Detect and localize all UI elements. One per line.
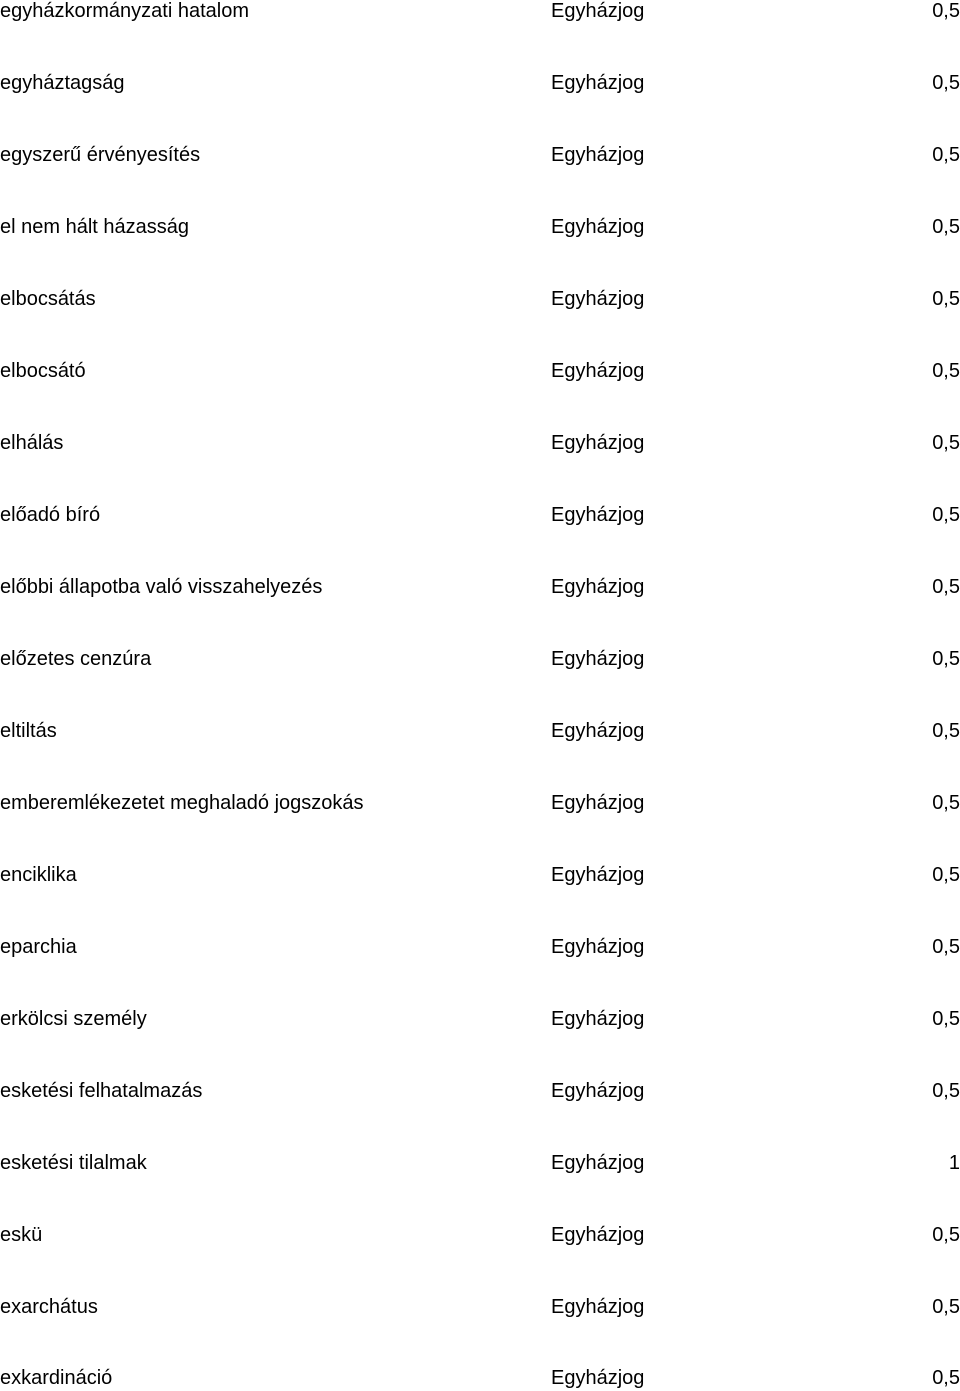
weight-value: 0,5	[932, 432, 960, 454]
subject-text: Egyházjog	[551, 432, 645, 454]
table-row	[0, 1150, 960, 1176]
subject-text: Egyházjog	[551, 576, 645, 598]
subject-text: Egyházjog	[551, 1296, 645, 1318]
table-row	[0, 502, 960, 528]
table-row	[0, 286, 960, 312]
table-row	[0, 1294, 960, 1320]
weight-value: 0,5	[932, 936, 960, 958]
table-row	[0, 1078, 960, 1104]
weight-value: 1	[948, 1152, 960, 1174]
table-row	[0, 574, 960, 600]
term-text: enciklika	[0, 864, 77, 886]
subject-text: Egyházjog	[551, 72, 645, 94]
weight-value: 0,5	[932, 1296, 960, 1318]
table-row	[0, 934, 960, 960]
subject-text: Egyházjog	[551, 720, 645, 742]
subject-text: Egyházjog	[551, 360, 645, 382]
weight-value: 0,5	[932, 576, 960, 598]
weight-value: 0,5	[932, 504, 960, 526]
weight-value: 0,5	[932, 1008, 960, 1030]
weight-value: 0,5	[932, 864, 960, 886]
weight-value: 0,5	[932, 1367, 960, 1389]
subject-text: Egyházjog	[551, 0, 645, 22]
table-row	[0, 214, 960, 240]
table-row	[0, 646, 960, 672]
term-text: elhálás	[0, 432, 64, 454]
table-row	[0, 0, 960, 24]
subject-text: Egyházjog	[551, 936, 645, 958]
subject-text: Egyházjog	[551, 1008, 645, 1030]
term-text: eskü	[0, 1224, 43, 1246]
subject-text: Egyházjog	[551, 144, 645, 166]
weight-value: 0,5	[932, 648, 960, 670]
subject-text: Egyházjog	[551, 864, 645, 886]
term-text: előadó bíró	[0, 504, 101, 526]
subject-text: Egyházjog	[551, 1152, 645, 1174]
weight-value: 0,5	[932, 288, 960, 310]
term-text: eltiltás	[0, 720, 57, 742]
term-text: erkölcsi személy	[0, 1008, 147, 1030]
term-text: elbocsátó	[0, 360, 86, 382]
weight-value: 0,5	[932, 1224, 960, 1246]
subject-text: Egyházjog	[551, 1367, 645, 1389]
weight-value: 0,5	[932, 1080, 960, 1102]
table-row	[0, 862, 960, 888]
term-text: emberemlékezetet meghaladó jogszokás	[0, 792, 364, 814]
term-text: előbbi állapotba való visszahelyezés	[0, 576, 323, 598]
term-text: exarchátus	[0, 1296, 98, 1318]
term-text: egyszerű érvényesítés	[0, 144, 201, 166]
table-row	[0, 430, 960, 456]
weight-value: 0,5	[932, 720, 960, 742]
term-text: eparchia	[0, 936, 77, 958]
table-row	[0, 70, 960, 96]
table-row	[0, 1006, 960, 1032]
term-text: exkardináció	[0, 1367, 113, 1389]
weight-value: 0,5	[932, 144, 960, 166]
weight-value: 0,5	[932, 792, 960, 814]
table-row	[0, 718, 960, 744]
weight-value: 0,5	[932, 72, 960, 94]
subject-text: Egyházjog	[551, 792, 645, 814]
subject-text: Egyházjog	[551, 288, 645, 310]
table-row	[0, 1365, 960, 1391]
term-text: előzetes cenzúra	[0, 648, 152, 670]
subject-text: Egyházjog	[551, 1224, 645, 1246]
term-text: elbocsátás	[0, 288, 96, 310]
subject-text: Egyházjog	[551, 504, 645, 526]
term-text: egyháztagság	[0, 72, 125, 94]
table-row	[0, 142, 960, 168]
term-text: el nem hált házasság	[0, 216, 190, 238]
term-text: esketési tilalmak	[0, 1152, 147, 1174]
term-text: egyházkormányzati hatalom	[0, 0, 250, 22]
subject-text: Egyházjog	[551, 648, 645, 670]
weight-value: 0,5	[932, 216, 960, 238]
term-text: esketési felhatalmazás	[0, 1080, 203, 1102]
subject-text: Egyházjog	[551, 216, 645, 238]
table-row	[0, 358, 960, 384]
weight-value: 0,5	[932, 0, 960, 22]
table-row	[0, 790, 960, 816]
table-row	[0, 1222, 960, 1248]
subject-text: Egyházjog	[551, 1080, 645, 1102]
weight-value: 0,5	[932, 360, 960, 382]
